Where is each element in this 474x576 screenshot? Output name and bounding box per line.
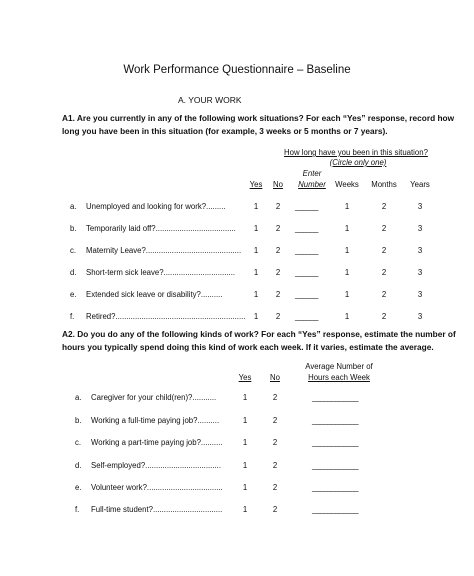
no-option[interactable]: 2 [272,393,278,402]
a1-question-line-2: long you have been in this situation (for example, 3 weeks or 5 months or 7 years). [62,126,388,136]
row-letter: d. [70,268,77,277]
row-letter: c. [70,246,77,255]
a1-row-label [70,290,223,299]
a2-avg-header-2: Hours each Week [308,373,370,382]
weeks-option[interactable]: 1 [344,224,350,233]
enter-number-blank[interactable]: ______ [295,290,319,299]
row-text: Working a part-time paying job?.......... [91,438,223,447]
yes-option[interactable]: 1 [242,393,248,402]
yes-option[interactable]: 1 [242,438,248,447]
enter-number-blank[interactable]: ______ [295,268,319,277]
a1-circle-note-text: (Circle only one) [329,158,387,167]
row-text: Unemployed and looking for work?......... [86,202,226,211]
hours-blank[interactable]: ____________ [312,505,359,514]
yes-option[interactable]: 1 [253,312,259,321]
a1-row-label [70,224,236,233]
hours-blank[interactable]: ____________ [312,393,359,402]
yes-option[interactable]: 1 [242,483,248,492]
row-letter: a. [75,393,82,402]
a2-question-line-2: hours you typically spend doing this kind of work each week. If it varies, estimate the average. [62,342,434,352]
weeks-option[interactable]: 1 [344,290,350,299]
a2-row-label [75,505,222,514]
row-letter: b. [75,416,82,425]
years-option[interactable]: 3 [417,224,423,233]
row-text: Extended sick leave or disability?.......... [86,290,223,299]
months-option[interactable]: 2 [381,290,387,299]
section-heading: A. YOUR WORK [178,95,242,105]
enter-number-blank[interactable]: ______ [295,312,319,321]
a1-col-enter-1: Enter [302,169,322,178]
weeks-option[interactable]: 1 [344,202,350,211]
yes-option[interactable]: 1 [253,246,259,255]
no-option[interactable]: 2 [275,246,281,255]
row-text: Working a full-time paying job?.......... [91,416,220,425]
row-text: Maternity Leave?............................................ [86,246,242,255]
a1-row-label [70,202,226,211]
row-letter: e. [70,290,77,299]
a1-row-label [70,312,245,321]
row-text: Volunteer work?................................... [91,483,223,492]
row-letter: c. [75,438,82,447]
enter-number-blank[interactable]: ______ [295,224,319,233]
no-option[interactable]: 2 [272,483,278,492]
hours-blank[interactable]: ____________ [312,461,359,470]
row-text: Temporarily laid off?..................................... [86,224,236,233]
a2-row-label [75,438,223,447]
years-option[interactable]: 3 [417,202,423,211]
a1-how-long-header: How long have you been in this situation? [284,148,428,157]
a2-question-line-1: A2. Do you do any of the following kinds of work? For each “Yes” response, estimate the number of [62,329,456,339]
a2-col-yes: Yes [238,373,252,382]
a2-col-no: No [270,373,280,382]
a2-row-label [75,483,223,492]
a1-col-months: Months [371,180,397,189]
enter-number-blank[interactable]: ______ [295,202,319,211]
enter-number-blank[interactable]: ______ [295,246,319,255]
row-letter: f. [75,505,80,514]
a1-col-weeks: Weeks [335,180,359,189]
hours-blank[interactable]: ____________ [312,483,359,492]
weeks-option[interactable]: 1 [344,246,350,255]
hours-blank[interactable]: ____________ [312,438,359,447]
a1-col-no: No [273,180,283,189]
row-text: Short-term sick leave?................................. [86,268,236,277]
row-letter: f. [70,312,75,321]
no-option[interactable]: 2 [275,290,281,299]
no-option[interactable]: 2 [275,202,281,211]
a1-circle-note [284,158,432,167]
weeks-option[interactable]: 1 [344,268,350,277]
page-title: Work Performance Questionnaire – Baseline [123,64,351,76]
years-option[interactable]: 3 [417,290,423,299]
row-text: Caregiver for your child(ren)?........... [91,393,217,402]
a1-col-yes: Yes [249,180,263,189]
months-option[interactable]: 2 [381,224,387,233]
row-letter: e. [75,483,82,492]
no-option[interactable]: 2 [275,268,281,277]
no-option[interactable]: 2 [275,224,281,233]
row-text: Retired?............................................................ [86,312,246,321]
a2-avg-header-1: Average Number of [305,362,373,371]
a1-col-enter-2: Number [298,180,326,189]
no-option[interactable]: 2 [272,416,278,425]
a1-row-label [70,246,241,255]
row-letter: b. [70,224,77,233]
a1-col-years: Years [410,180,430,189]
yes-option[interactable]: 1 [242,505,248,514]
a2-row-label [75,416,219,425]
no-option[interactable]: 2 [275,312,281,321]
months-option[interactable]: 2 [381,312,387,321]
years-option[interactable]: 3 [417,312,423,321]
months-option[interactable]: 2 [381,268,387,277]
years-option[interactable]: 3 [417,246,423,255]
row-letter: d. [75,461,82,470]
a1-question-line-1: A1. Are you currently in any of the following work situations? For each “Yes” response, record how [62,113,455,123]
yes-option[interactable]: 1 [253,268,259,277]
weeks-option[interactable]: 1 [344,312,350,321]
years-option[interactable]: 3 [417,268,423,277]
months-option[interactable]: 2 [381,246,387,255]
yes-option[interactable]: 1 [253,290,259,299]
row-letter: a. [70,202,77,211]
yes-option[interactable]: 1 [253,224,259,233]
a2-row-label [75,393,216,402]
yes-option[interactable]: 1 [242,461,248,470]
a2-row-label [75,461,221,470]
no-option[interactable]: 2 [272,505,278,514]
hours-blank[interactable]: ____________ [312,416,359,425]
yes-option[interactable]: 1 [253,202,259,211]
row-text: Full-time student?................................ [91,505,223,514]
no-option[interactable]: 2 [272,438,278,447]
no-option[interactable]: 2 [272,461,278,470]
row-text: Self-employed?................................... [91,461,221,470]
yes-option[interactable]: 1 [242,416,248,425]
a1-row-label [70,268,235,277]
months-option[interactable]: 2 [381,202,387,211]
